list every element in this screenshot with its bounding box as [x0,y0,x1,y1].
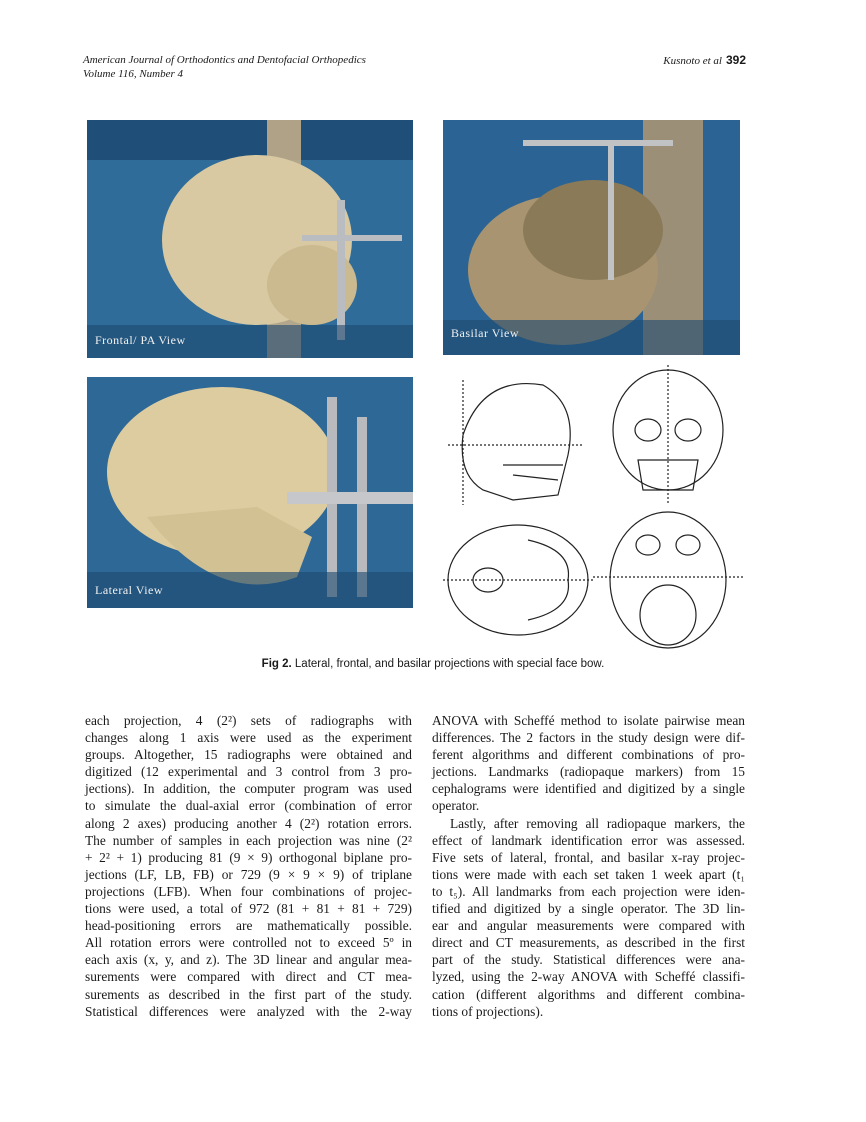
text-line: cephalograms were identified and digitized by a single [432,781,745,797]
text-line: tions were made with each set taken 1 week apart (t₁ [432,866,745,882]
page-number: 392 [725,53,746,67]
panel-label: Lateral View [95,583,164,597]
text-line: jections). In addition, the computer program was used [85,781,412,797]
frontal-pa-view-photo [87,120,413,358]
journal-title: American Journal of Orthodontics and Dentofacial Orthopedics [83,54,366,66]
text-line: tified and digitized by a single operator. The 3D lin- [432,901,745,917]
text-line: head-positioning errors are mathematically possible. [85,918,412,934]
caption-label: Fig 2. [261,658,292,670]
text-line: part of the study. Statistical differences were ana- [432,952,745,968]
text-line: differences. The 2 factors in the study design were dif- [432,730,745,746]
text-line: Lastly, after removing all radiopaque markers, the [450,815,745,831]
running-header-right [663,53,746,68]
journal-volume: Volume 116, Number 4 [83,68,184,80]
text-line: direct and CT measurements, as described in the first [432,935,745,951]
text-line: Five sets of lateral, frontal, and basilar x-ray projec- [432,849,745,865]
authors: Kusnoto et al [663,55,722,67]
text-line: Statistical differences were analyzed with the 2-way [85,1003,412,1019]
text-line: digitized (12 experimental and 3 control from 3 pro- [85,764,412,780]
text-line: changes along 1 axis were used as the experiment [85,730,412,746]
text-line: ferent algorithms and different combinations of pro- [432,747,745,763]
text-line: surements were compared with direct and CT mea- [85,969,412,985]
text-line: each axis (x, y, and z). The 3D linear and angular mea- [85,952,412,968]
basilar-skull-drawing [443,525,593,635]
lateral-skull-drawing [448,380,583,505]
panel-label: Frontal/ PA View [95,333,186,347]
skull-line-drawings [443,365,745,657]
text-line: projections (LFB). When four combinations of projec- [85,883,412,899]
basilar-frontal-skull-drawing [593,512,745,648]
text-line: ANOVA with Scheffé method to isolate pairwise mean [432,713,745,728]
body-column-left [85,712,412,1020]
text-line: ear and angular measurements were compared with [432,918,745,934]
text-line: effect of landmark identification error was assessed. [432,832,745,848]
body-column-right [432,712,745,1020]
text-line: The number of samples in each projection was nine (2² [85,832,412,848]
text-line: to simulate the dual-axial error (combination of error [85,798,412,814]
text-line: surements as described in the first part of the study. [85,986,412,1002]
text-line: cation (different algorithms and different combina- [432,986,745,1002]
basilar-view-photo [443,120,740,355]
text-line: along 2 axes) producing another 4 (2²) rotation errors. [85,815,412,831]
lateral-view-photo [87,377,413,608]
text-line: each projection, 4 (2²) sets of radiographs with [85,713,412,728]
text-line: jections. Landmarks (radiopaque markers) from 15 [432,764,745,780]
text-line: jections (LF, LB, FB) or 729 (9 × 9 × 9) of triplane [85,866,412,882]
text-line: + 2² + 1) producing 81 (9 × 9) orthogonal biplane pro- [85,849,412,865]
figure-caption [0,658,866,670]
text-line: tions were used, a total of 972 (81 + 81 + 81 + 729) [85,901,412,917]
text-line: tions of projections). [432,1003,544,1019]
panel-label: Basilar View [451,326,520,340]
text-line: lyzed, using the 2-way ANOVA with Scheffé classifi- [432,969,745,985]
running-header-left [83,53,366,81]
text-line: All rotation errors were controlled not to exceed 5º in [85,935,412,951]
caption-text: Lateral, frontal, and basilar projections with special face bow. [294,658,605,670]
text-line: to t₅). All landmarks from each projection were iden- [432,883,745,899]
text-line: operator. [432,798,480,814]
text-line: groups. Altogether, 15 radiographs were obtained and [85,747,412,763]
frontal-skull-drawing [613,365,723,505]
